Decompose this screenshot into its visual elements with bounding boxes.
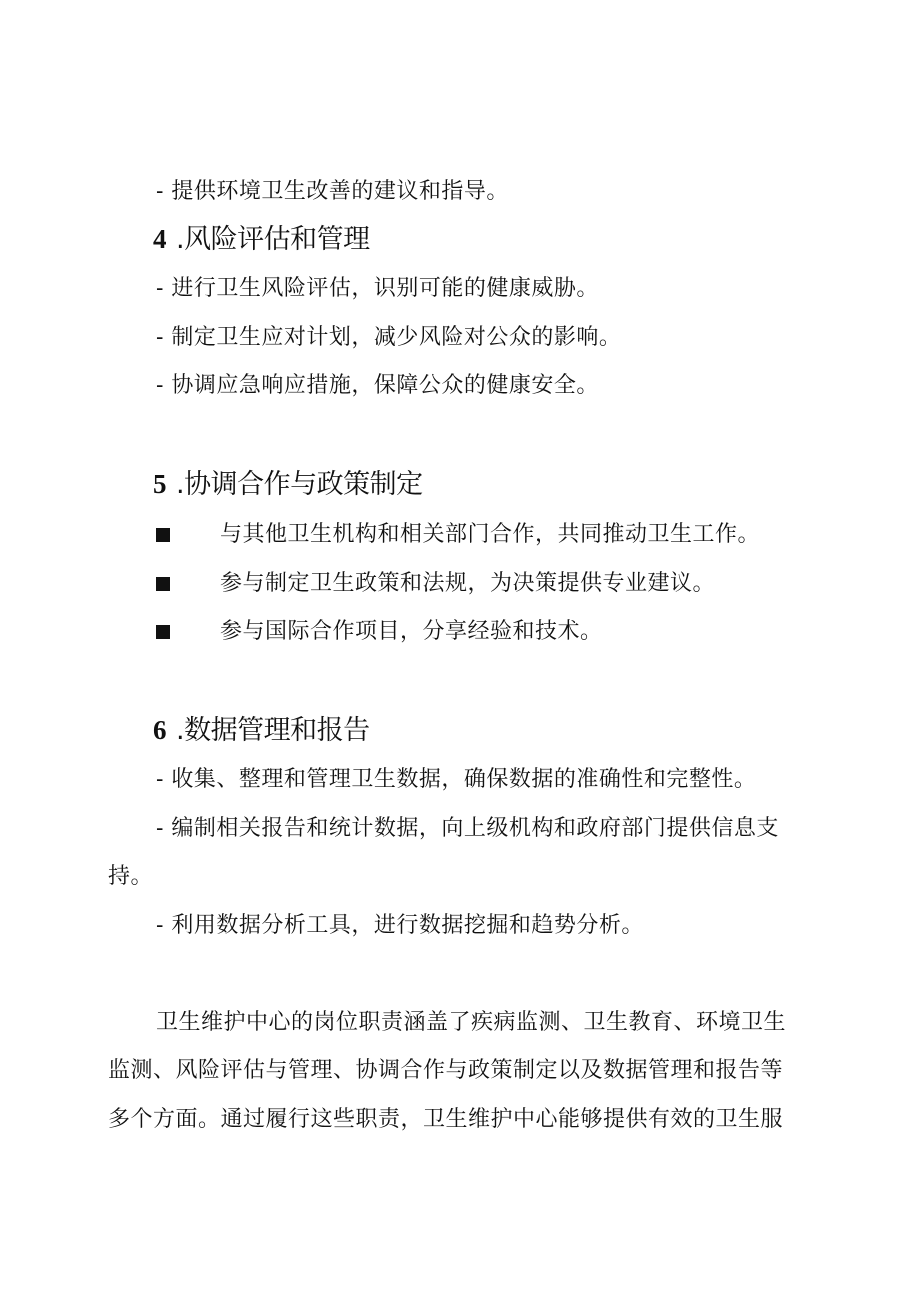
- list-item: - 进行卫生风险评估，识别可能的健康威胁。: [156, 276, 599, 301]
- list-item-continuation: 持。: [108, 864, 154, 889]
- list-item: - 提供环境卫生改善的建议和指导。: [156, 179, 509, 204]
- list-item: 参与国际合作项目，分享经验和技术。: [220, 619, 603, 644]
- list-item: - 利用数据分析工具，进行数据挖掘和趋势分析。: [156, 913, 644, 938]
- section-number: 5: [153, 469, 166, 499]
- section-heading-6: [153, 713, 370, 748]
- list-item: - 制定卫生应对计划，减少风险对公众的影响。: [156, 325, 622, 350]
- square-bullet-icon: [156, 528, 170, 542]
- section-number: 6: [153, 715, 166, 745]
- summary-line: 监测、风险评估与管理、协调合作与政策制定以及数据管理和报告等: [108, 1058, 784, 1083]
- section-heading-5: [153, 467, 423, 502]
- list-item: - 编制相关报告和统计数据，向上级机构和政府部门提供信息支: [156, 816, 779, 841]
- section-title: .数据管理和报告: [176, 715, 370, 746]
- summary-line: 多个方面。通过履行这些职责，卫生维护中心能够提供有效的卫生服: [108, 1107, 784, 1132]
- section-heading-4: [153, 222, 370, 257]
- square-bullet-icon: [156, 625, 170, 639]
- section-number: 4: [153, 224, 166, 254]
- section-title: .协调合作与政策制定: [176, 469, 423, 500]
- summary-line: 卫生维护中心的岗位职责涵盖了疾病监测、卫生教育、环境卫生: [156, 1010, 787, 1035]
- list-item: - 收集、整理和管理卫生数据，确保数据的准确性和完整性。: [156, 767, 757, 792]
- list-item: 参与制定卫生政策和法规，为决策提供专业建议。: [220, 571, 716, 596]
- list-item: - 协调应急响应措施，保障公众的健康安全。: [156, 373, 599, 398]
- section-title: .风险评估和管理: [176, 224, 370, 255]
- square-bullet-icon: [156, 577, 170, 591]
- list-item: 与其他卫生机构和相关部门合作，共同推动卫生工作。: [220, 522, 761, 547]
